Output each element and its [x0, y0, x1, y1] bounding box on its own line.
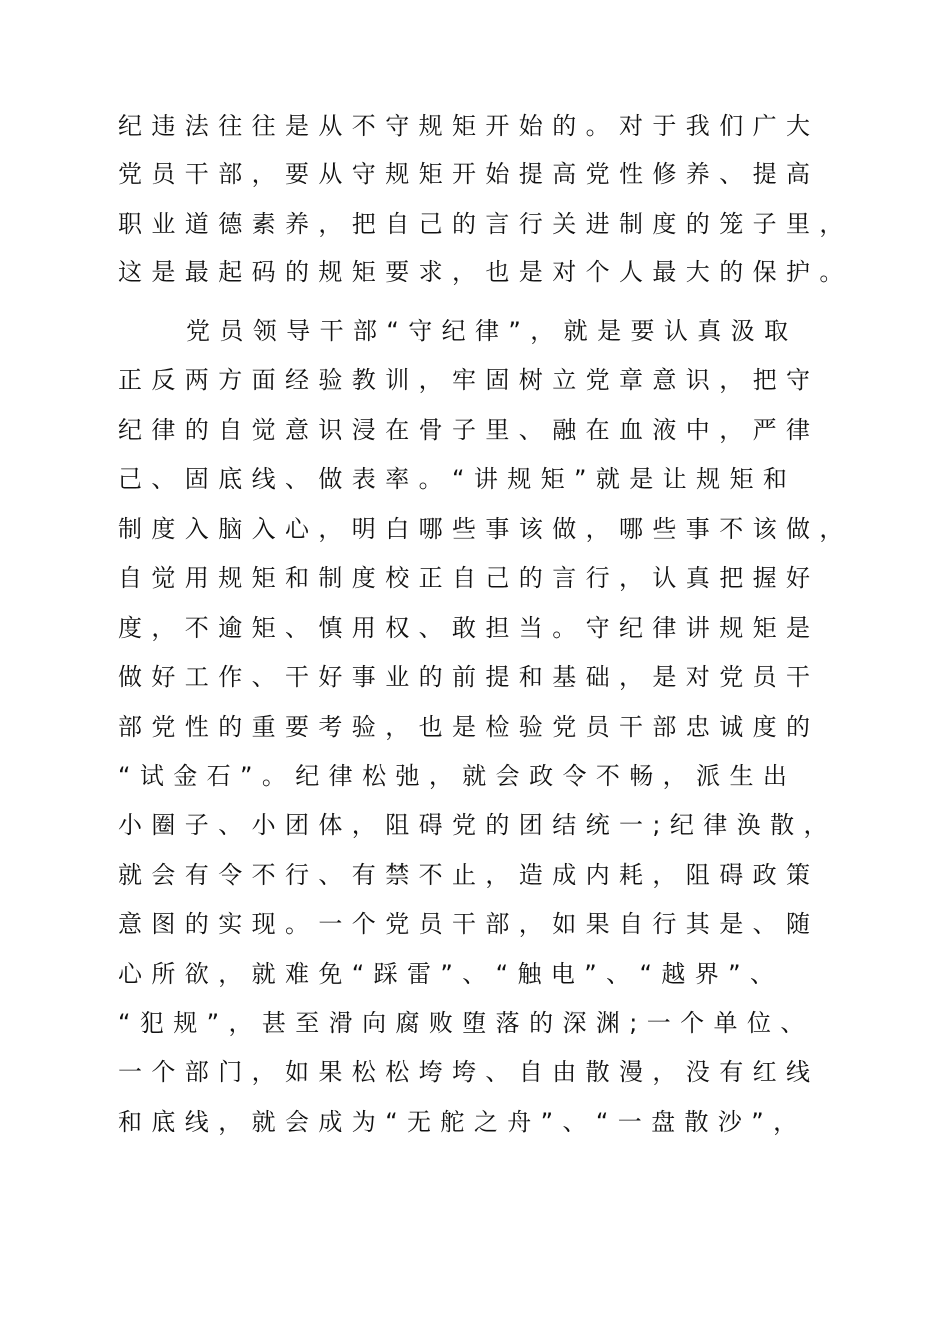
text-line: 和底线，就会成为“无舵之舟”、“一盘散沙”， — [118, 1108, 807, 1136]
text-line: 部党性的重要考验，也是检验党员干部忠诚度的 — [118, 713, 820, 741]
text-line: “试金石”。纪律松弛，就会政令不畅，派生出 — [118, 762, 797, 790]
text-line: 职业道德素养，把自己的言行关进制度的笼子里， — [118, 210, 853, 238]
text-line: 制度入脑入心，明白哪些事该做，哪些事不该做， — [118, 515, 853, 543]
text-line: 小圈子、小团体，阻碍党的团结统一;纪律涣散， — [118, 811, 837, 839]
text-line: 己、固底线、做表率。“讲规矩”就是让规矩和 — [118, 465, 797, 493]
text-line: 做好工作、干好事业的前提和基础，是对党员干 — [118, 663, 820, 691]
text-line: 纪律的自觉意识浸在骨子里、融在血液中，严律 — [118, 416, 820, 444]
text-line: 正反两方面经验教训，牢固树立党章意识，把守 — [118, 366, 820, 394]
text-line: 纪违法往往是从不守规矩开始的。对于我们广大 — [118, 112, 820, 140]
text-line: 就会有令不行、有禁不止，造成内耗，阻碍政策 — [118, 861, 820, 889]
text-line: 这是最起码的规矩要求，也是对个人最大的保护。 — [118, 258, 853, 286]
text-line: 自觉用规矩和制度校正自己的言行，认真把握好 — [118, 564, 820, 592]
text-line: 意图的实现。一个党员干部，如果自行其是、随 — [118, 910, 820, 938]
text-line: 度，不逾矩、慎用权、敢担当。守纪律讲规矩是 — [118, 614, 820, 642]
paragraph-first-line: 党员领导干部“守纪律”，就是要认真汲取 — [186, 317, 798, 345]
text-line: 一个部门，如果松松垮垮、自由散漫，没有红线 — [118, 1058, 820, 1086]
text-line: 党员干部，要从守规矩开始提高党性修养、提高 — [118, 160, 820, 188]
text-line: 心所欲，就难免“踩雷”、“触电”、“越界”、 — [118, 960, 784, 988]
text-line: “犯规”，甚至滑向腐败堕落的深渊;一个单位、 — [118, 1009, 814, 1037]
